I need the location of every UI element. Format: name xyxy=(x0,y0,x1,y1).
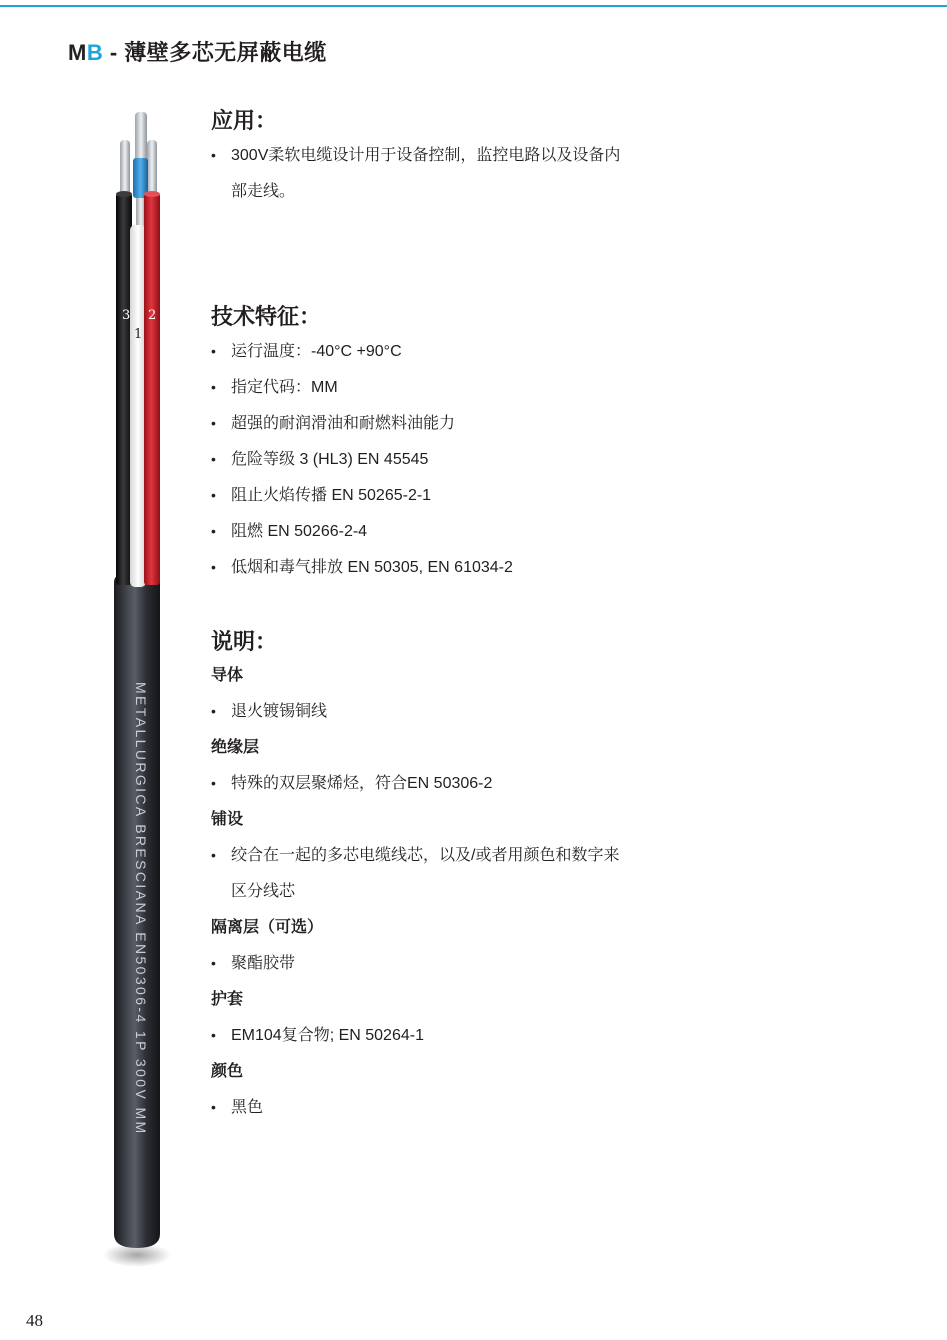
bullet-item: • 低烟和毒气排放 EN 50305, EN 61034-2 xyxy=(211,559,513,576)
conductor-strand xyxy=(120,140,130,200)
bullet-item: • 阻燃 EN 50266-2-4 xyxy=(211,523,368,540)
bullet-item: • 指定代码：MM xyxy=(211,379,338,396)
description-title: 说明： xyxy=(211,629,278,654)
bullet-dot: • xyxy=(211,847,216,863)
separator-label: 隔离层（可选） xyxy=(211,919,324,936)
bullet-dot: • xyxy=(211,1099,216,1115)
bullet-item: • 黑色 xyxy=(211,1099,264,1116)
cable-print-text: METALLURGICA BRESCIANA EN50306-4 1P 300V MM xyxy=(133,682,149,1136)
bullet-dot: • xyxy=(211,523,216,539)
bullet-item: • 运行温度：-40°C +90°C xyxy=(211,343,402,360)
white-core xyxy=(130,225,146,587)
color-label: 颜色 xyxy=(211,1063,244,1080)
laying-label: 铺设 xyxy=(211,811,244,828)
bullet-dot: • xyxy=(211,1027,216,1043)
bullet-dot: • xyxy=(211,379,216,395)
bullet-dot: • xyxy=(211,955,216,971)
bullet-dot: • xyxy=(211,147,216,163)
bullet-item: • 阻止火焰传播 EN 50265-2-1 xyxy=(211,487,432,504)
application-title: 应用： xyxy=(211,108,278,133)
sheath-label: 护套 xyxy=(211,991,244,1008)
bullet-item: • 特殊的双层聚烯烃，符合EN 50306-2 xyxy=(211,775,493,792)
bullet-dot: • xyxy=(211,703,216,719)
bullet-item: • 超强的耐润滑油和耐燃料油能力 xyxy=(211,415,456,432)
features-title: 技术特征： xyxy=(211,304,322,329)
bullet-item: • 聚酯胶带 xyxy=(211,955,296,972)
bullet-item: • 绞合在一起的多芯电缆线芯，以及/或者用颜色和数字来 xyxy=(211,847,620,864)
conductor-label: 导体 xyxy=(211,667,244,684)
title-rest: - 薄壁多芯无屏蔽电缆 xyxy=(103,40,327,65)
title-b: B xyxy=(86,40,104,65)
bullet-dot: • xyxy=(211,451,216,467)
bullet-item: • 退火镀锡铜线 xyxy=(211,703,328,720)
core-label-1: 1 xyxy=(134,327,143,342)
bullet-dot: • xyxy=(211,343,216,359)
blue-core xyxy=(133,158,148,198)
core-label-2: 2 xyxy=(148,308,157,323)
bullet-dot: • xyxy=(211,487,216,503)
bullet-continuation: 部走线。 xyxy=(231,183,296,200)
red-core-top xyxy=(144,191,160,197)
core-label-3: 3 xyxy=(122,308,131,323)
insulation-label: 绝缘层 xyxy=(211,739,260,756)
black-core xyxy=(116,193,132,585)
black-core-top xyxy=(116,191,132,197)
bullet-item: • 300V柔软电缆设计用于设备控制，监控电路以及设备内 xyxy=(211,147,621,164)
bullet-item: • EM104复合物; EN 50264-1 xyxy=(211,1027,424,1044)
bullet-dot: • xyxy=(211,775,216,791)
bullet-dot: • xyxy=(211,559,216,575)
bullet-dot: • xyxy=(211,415,216,431)
title-m: M xyxy=(68,40,87,65)
red-core xyxy=(144,193,160,585)
page-number: 48 xyxy=(26,1311,43,1330)
bullet-continuation: 区分线芯 xyxy=(231,883,296,900)
bullet-item: • 危险等级 3 (HL3) EN 45545 xyxy=(211,451,429,468)
